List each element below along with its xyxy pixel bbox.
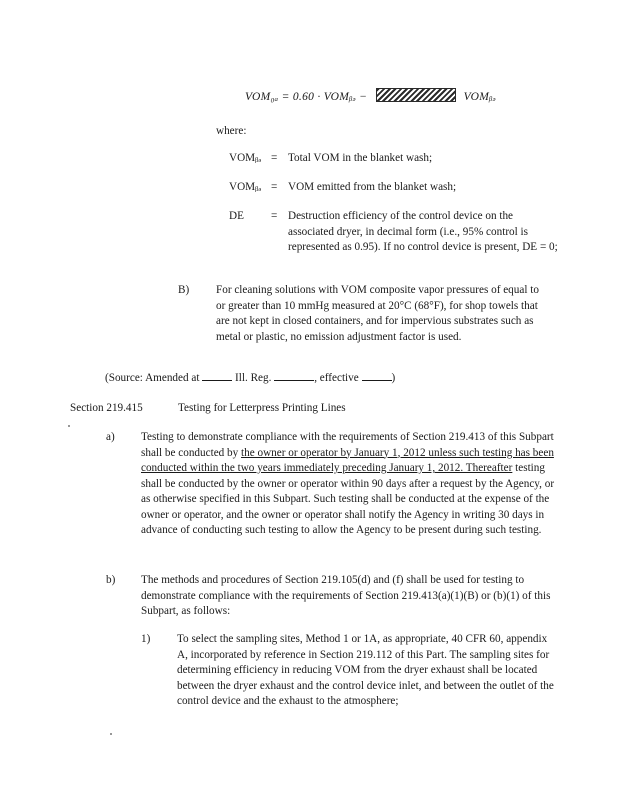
item-1-text: To select the sampling sites, Method 1 or 1A, as appropriate, 40 CFR 60, appendix A, incorporated by reference in Section 219.112 of this Part. The sampling sites for determining efficiency in reducing VOM from the dryer exhaust shall be located between the dryer exhaust and the control device inlet, and between the outlet of the control device and the exhaust to the atmosphere; [177,633,554,707]
definition-text: Destruction efficiency of the control device on the associated dryer, in decimal form (i.e., 95% control is represented as 0.95). If no control device is present, DE = 0; [288,210,558,253]
para-a-label: a) [106,431,115,443]
source-part-3: , effective [314,372,359,384]
source-part-2: Ill. Reg. [235,372,272,384]
para-b-label: b) [106,574,116,586]
blank-volume [202,370,232,381]
where-label: where: [216,125,247,137]
item-1-label: 1) [141,633,151,645]
definition-term: DE [229,210,244,222]
para-a-inserted-text: the owner or operator by January 1, 2012 unless such testing has been conducted within the two years immediately preceding January 1, 2012. Thereafter [141,446,554,474]
definition-equals: = [271,181,278,193]
item-b-label: B) [178,284,190,296]
section-title: Testing for Letterpress Printing Lines [178,402,346,414]
scan-speck [110,733,112,735]
source-note [105,370,395,387]
definition-equals: = [271,210,278,222]
blank-page [274,370,314,381]
source-part-4: ) [391,372,396,384]
formula-text: VOM₀ₐ = 0.60 · VOMᵦₔ − [245,91,368,103]
section-number: Section 219.415 [70,402,143,414]
item-b-text: For cleaning solutions with VOM composite vapor pressures of equal to or greater than 10 mmHg measured at 20°C (68°F), for shop towels that are not kept in closed containers, and for impervious substrates such as metal or plastic, no emission adjustment factor is used. [216,284,539,343]
para-a-text-1: Testing to demonstrate compliance with the requirements of Section 219.413 of this Subpart shall be conducted by [141,431,554,459]
definition-text: Total VOM in the blanket wash; [288,152,433,164]
formula-line [245,88,496,106]
definition-equals: = [271,152,278,164]
definition-term: VOMᵦₔ [229,181,262,193]
redacted-mark [376,88,456,102]
definition-text: VOM emitted from the blanket wash; [288,181,457,193]
definition-term: VOMᵦₔ [229,152,262,164]
para-a-text [141,430,559,539]
para-a-text-2: testing shall be conducted by the owner or operator within 90 days after a request by the Agency, or as otherwise specified in this Subpart. Such testing shall be conducted at the expense of the owner or operator, and the owner or operator shall notify the Agency in writing 30 days in advance of conducting such testing to allow the Agency to be present during such testing. [141,462,555,536]
para-b-text: The methods and procedures of Section 219.105(d) and (f) shall be used for testing to demonstrate compliance with the requirements of Section 219.413(a)(1)(B) or (b)(1) of this Subpart, as follows: [141,574,551,617]
blank-date [362,370,392,381]
formula-tail: VOMᵦₔ [463,91,497,103]
source-part-1: (Source: Amended at [105,372,200,384]
scan-speck [68,425,70,427]
